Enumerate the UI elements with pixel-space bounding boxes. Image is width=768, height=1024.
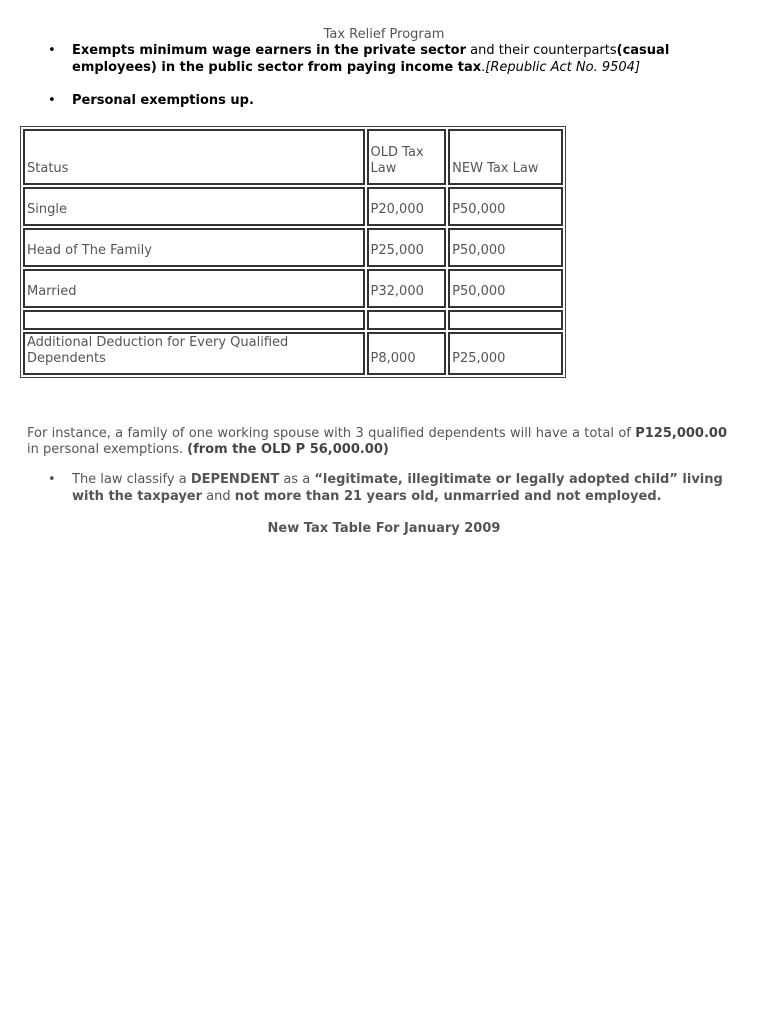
table-cell: P32,000 xyxy=(367,269,447,308)
table-row xyxy=(23,269,563,308)
bullet-text: . xyxy=(481,60,486,75)
table-cell: P25,000 xyxy=(367,228,447,267)
bullet-item xyxy=(48,42,742,76)
table-row xyxy=(23,228,563,267)
bullet-text-bold: (casual employees) in the public sector from paying income tax xyxy=(72,43,670,75)
table-cell: Married xyxy=(23,269,365,308)
bullet-text: as a xyxy=(279,472,315,487)
header-cell-status: Status xyxy=(23,129,365,185)
bullet-item xyxy=(48,92,742,109)
example-paragraph xyxy=(27,426,727,458)
table-row-empty xyxy=(23,310,563,330)
header-cell-old-law: OLD Tax Law xyxy=(367,129,447,185)
bullet-text-bold: not more than 21 years old, unmarried and not employed. xyxy=(234,489,662,504)
table-cell xyxy=(448,310,563,330)
table-cell xyxy=(23,310,365,330)
table-cell: P25,000 xyxy=(448,332,563,375)
paragraph-text: in personal exemptions. xyxy=(27,442,188,457)
bullet-list xyxy=(48,42,742,109)
table-cell: P50,000 xyxy=(448,187,563,226)
bullet-text-bold: Exempts minimum wage earners in the private sector xyxy=(72,43,467,58)
table-header-row xyxy=(23,129,563,185)
old-amount-note: (from the OLD P 56,000.00) xyxy=(187,442,389,457)
bullet-text: and their counterparts xyxy=(466,43,617,58)
bullet-dot-icon: • xyxy=(48,93,56,108)
paragraph-text: For instance, a family of one working spouse with 3 qualified dependents will have a total of xyxy=(27,426,636,441)
exemptions-table xyxy=(20,126,566,378)
document-title: Tax Relief Program xyxy=(323,27,445,42)
bullet-text-bold: DEPENDENT xyxy=(190,472,280,487)
section-subtitle: New Tax Table For January 2009 xyxy=(267,521,501,536)
table-cell: P8,000 xyxy=(367,332,447,375)
bullet-dot-icon: • xyxy=(48,472,56,487)
act-citation: [Republic Act No. 9504] xyxy=(485,60,641,75)
total-amount: P125,000.00 xyxy=(635,426,727,441)
table-cell: Additional Deduction for Every Qualified Dependents xyxy=(23,332,365,375)
table-cell: P50,000 xyxy=(448,228,563,267)
table-row xyxy=(23,187,563,226)
bullet-text: The law classify a xyxy=(72,472,191,487)
table-cell: P50,000 xyxy=(448,269,563,308)
table-cell xyxy=(367,310,447,330)
bullet-text: and xyxy=(202,489,235,504)
table-cell: P20,000 xyxy=(367,187,447,226)
table-row xyxy=(23,332,563,375)
bullet-dot-icon: • xyxy=(48,43,56,58)
table-cell: Head of The Family xyxy=(23,228,365,267)
bullet-item xyxy=(48,471,742,505)
table-cell: Single xyxy=(23,187,365,226)
header-cell-new-law: NEW Tax Law xyxy=(448,129,563,185)
bullet-text-bold: “legitimate, illegitimate or legally adopted child” living with the taxpayer xyxy=(72,472,723,504)
dependent-bullet-list xyxy=(48,471,742,505)
bullet-text-bold: Personal exemptions up. xyxy=(72,93,254,108)
